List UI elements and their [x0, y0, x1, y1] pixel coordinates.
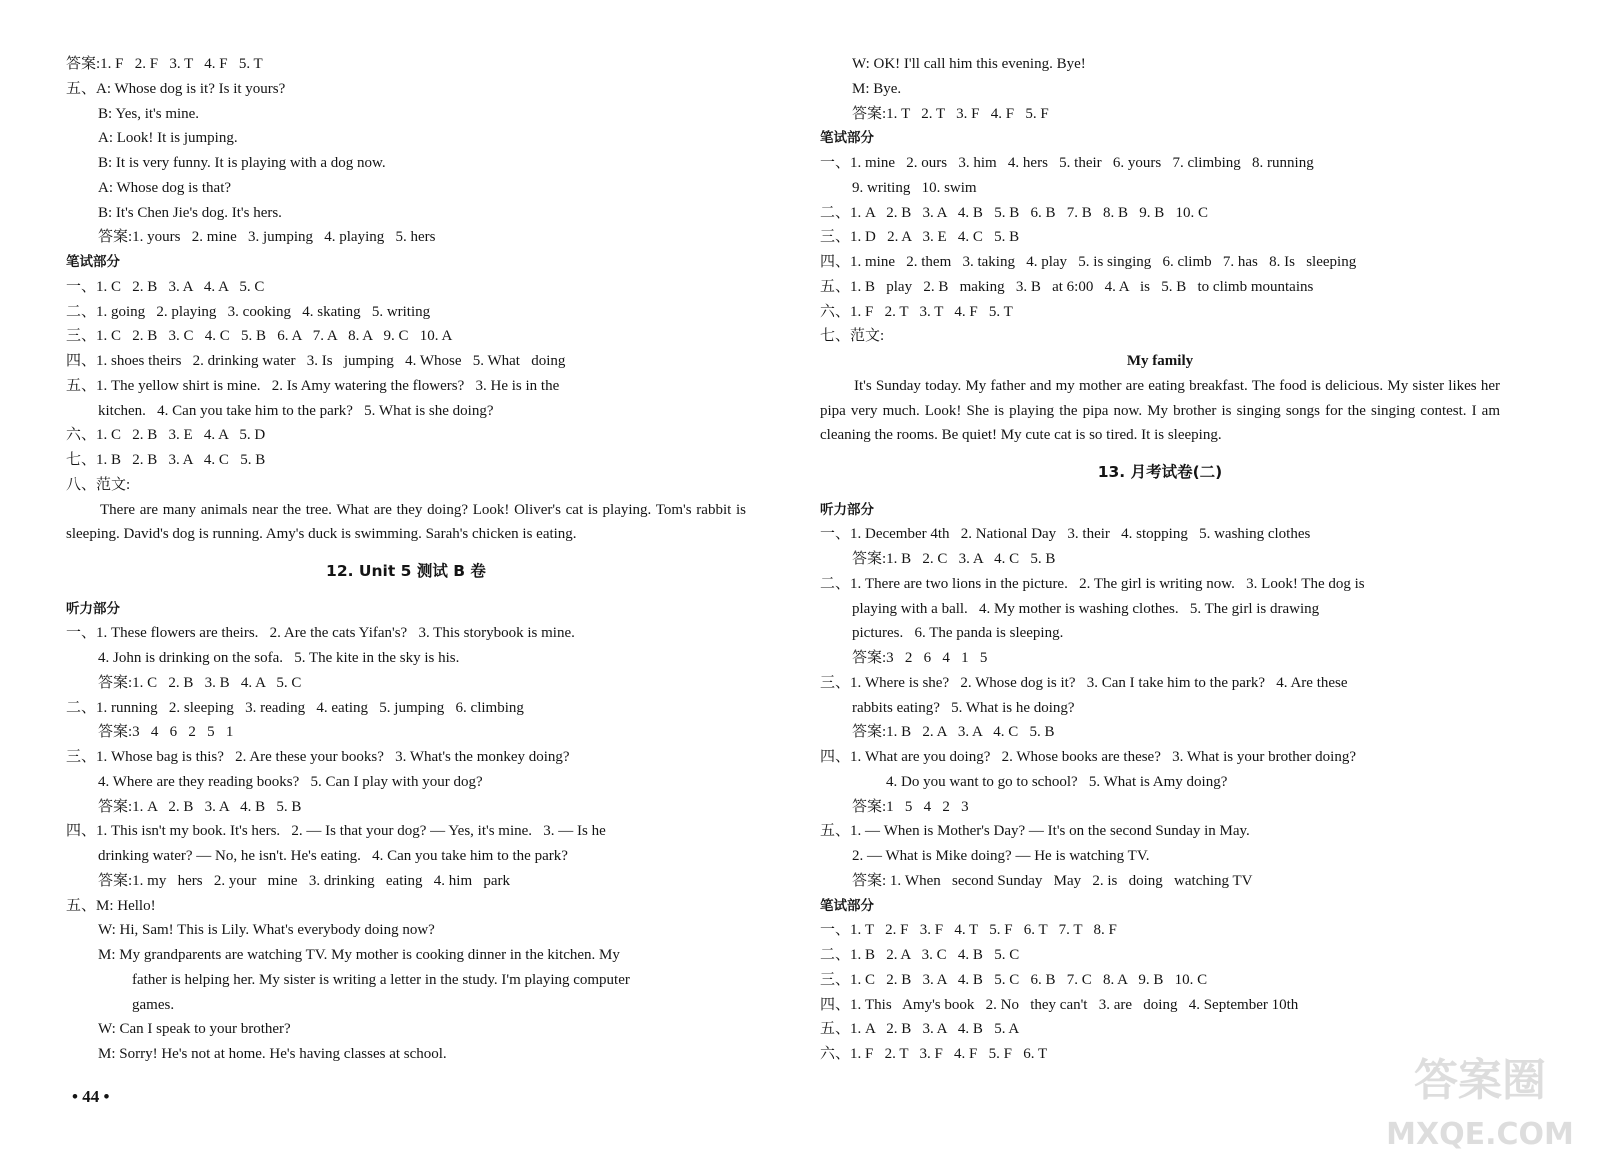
dialogue-line: 五、A: Whose dog is it? Is it yours?	[66, 80, 286, 97]
page-number: • 44 •	[72, 1087, 110, 1106]
answer-line: 五、1. The yellow shirt is mine. 2. Is Amy watering the flowers? 3. He is in the	[66, 377, 560, 394]
dialogue-line: A: Whose dog is that?	[98, 179, 232, 196]
answer-line: 二、1. A 2. B 3. A 4. B 5. B 6. B 7. B 8. B 9. B 10. C	[820, 204, 1208, 221]
answer-line: 八、范文:	[66, 476, 131, 493]
answer-line: 四、1. mine 2. them 3. taking 4. play 5. is singing 6. climb 7. has 8. Is sleeping	[820, 254, 1357, 270]
answer-line: 四、1. shoes theirs 2. drinking water 3. Is jumping 4. Whose 5. What doing	[66, 353, 566, 369]
section-heading-written: 笔试部分	[66, 254, 120, 270]
watermark-logo-text: 答案圈	[1414, 1055, 1546, 1106]
answer-line: 六、1. C 2. B 3. E 4. A 5. D	[66, 427, 266, 444]
answer-line: 四、1. What are you doing? 2. Whose books are these? 3. What is your brother doing?	[820, 749, 1356, 765]
answer-line: 答案: 1. When second Sunday May 2. is doing watching TV	[852, 872, 1253, 889]
answer-line: 二、1. going 2. playing 3. cooking 4. skating 5. writing	[66, 303, 431, 320]
dialogue-line: M: My grandparents are watching TV. My mother is cooking dinner in the kitchen. My	[98, 947, 620, 963]
answer-line: 三、1. C 2. B 3. A 4. B 5. C 6. B 7. C 8. A 9. B 10. C	[820, 971, 1208, 988]
answer-line: 三、1. D 2. A 3. E 4. C 5. B	[820, 229, 1020, 246]
section-title: 13. 月考试卷(二)	[1097, 463, 1223, 481]
answer-line: 四、1. This Amy's book 2. No they can't 3. are doing 4. September 10th	[820, 996, 1299, 1013]
dialogue-line: games.	[132, 996, 175, 1013]
essay-paragraph: It's Sunday today. My father and my mother are eating breakfast. The food is delicious. My sister likes her pipa very much. Look! She is playing the pipa now. My brother is singing songs for the singing contest. I am cleaning the rooms. Be quiet! My cute cat is so tired. It is sleeping.	[820, 377, 1500, 444]
dialogue-line: 五、M: Hello!	[66, 897, 156, 914]
section-heading-listening: 听力部分	[66, 600, 120, 617]
answer-line: 七、1. B 2. B 3. A 4. C 5. B	[66, 452, 266, 468]
answer-line: 六、1. F 2. T 3. T 4. F 5. T	[820, 303, 1013, 320]
answer-line: 一、1. T 2. F 3. F 4. T 5. F 6. T 7. T 8. F	[820, 922, 1117, 939]
answer-line: 五、1. A 2. B 3. A 4. B 5. A	[820, 1021, 1020, 1038]
answer-line: 三、1. C 2. B 3. C 4. C 5. B 6. A 7. A 8. A 9. C 10. A	[66, 328, 453, 345]
answer-line: 4. John is drinking on the sofa. 5. The kite in the sky is his.	[98, 650, 460, 666]
answer-line: 答案:3 4 6 2 5 1	[98, 724, 234, 741]
watermark-url-text: MXQE.COM	[1386, 1117, 1574, 1152]
answer-line: 答案:1. T 2. T 3. F 4. F 5. F	[852, 105, 1049, 122]
answer-line: 五、1. B play 2. B making 3. B at 6:00 4. A is 5. B to climb mountains	[820, 278, 1314, 295]
essay-title: My family	[1126, 353, 1194, 369]
section-heading-listening: 听力部分	[820, 501, 874, 518]
answer-line: 答案:1. yours 2. mine 3. jumping 4. playing 5. hers	[98, 229, 436, 246]
answer-line: 一、1. C 2. B 3. A 4. A 5. C	[66, 278, 265, 295]
answer-line: 答案:1. my hers 2. your mine 3. drinking eating 4. him park	[98, 872, 511, 889]
dialogue-line: W: OK! I'll call him this evening. Bye!	[852, 56, 1086, 72]
answer-line: 三、1. Whose bag is this? 2. Are these your books? 3. What's the monkey doing?	[66, 749, 570, 765]
left-column	[66, 52, 746, 1160]
answer-line: drinking water? — No, he isn't. He's eating. 4. Can you take him to the park?	[98, 848, 568, 864]
answer-line: 五、1. — When is Mother's Day? — It's on the second Sunday in May.	[820, 823, 1250, 840]
answer-line: 答案:1. C 2. B 3. B 4. A 5. C	[98, 674, 302, 691]
answer-line: 二、1. There are two lions in the picture. 2. The girl is writing now. 3. Look! The dog is	[820, 575, 1365, 592]
dialogue-line: W: Hi, Sam! This is Lily. What's everybody doing now?	[98, 922, 435, 939]
section-heading-written: 笔试部分	[820, 897, 874, 914]
answer-line: 六、1. F 2. T 3. F 4. F 5. F 6. T	[820, 1046, 1048, 1062]
dialogue-line: M: Bye.	[852, 80, 902, 97]
answer-line: 答案:1 5 4 2 3	[852, 798, 969, 815]
dialogue-line: father is helping her. My sister is writing a letter in the study. I'm playing computer	[132, 971, 630, 988]
answer-line: 2. — What is Mike doing? — He is watching TV.	[852, 848, 1150, 864]
dialogue-line: W: Can I speak to your brother?	[98, 1021, 291, 1038]
answer-line: 答案:1. F 2. F 3. T 4. F 5. T	[66, 56, 263, 72]
answer-line: 一、1. December 4th 2. National Day 3. their 4. stopping 5. washing clothes	[820, 526, 1311, 543]
dialogue-line: B: It is very funny. It is playing with a dog now.	[98, 155, 386, 171]
dialogue-line: B: Yes, it's mine.	[98, 105, 200, 122]
answer-line: playing with a ball. 4. My mother is washing clothes. 5. The girl is drawing	[852, 600, 1320, 617]
answer-line: kitchen. 4. Can you take him to the park? 5. What is she doing?	[98, 402, 494, 419]
answer-line: pictures. 6. The panda is sleeping.	[852, 625, 1064, 642]
answer-line: rabbits eating? 5. What is he doing?	[852, 699, 1075, 716]
answer-line: 4. Where are they reading books? 5. Can I play with your dog?	[98, 773, 483, 790]
answer-line: 四、1. This isn't my book. It's hers. 2. — Is that your dog? — Yes, it's mine. 3. — Is he	[66, 823, 606, 840]
answer-line: 一、1. These flowers are theirs. 2. Are the cats Yifan's? 3. This storybook is mine.	[66, 625, 575, 642]
answer-line: 二、1. B 2. A 3. C 4. B 5. C	[820, 947, 1020, 963]
watermark-logo	[1380, 1040, 1580, 1160]
answer-line: 三、1. Where is she? 2. Whose dog is it? 3. Can I take him to the park? 4. Are these	[820, 674, 1348, 691]
answer-line: 二、1. running 2. sleeping 3. reading 4. eating 5. jumping 6. climbing	[66, 699, 524, 716]
answer-line: 答案:3 2 6 4 1 5	[852, 650, 988, 666]
answer-line: 一、1. mine 2. ours 3. him 4. hers 5. their 6. yours 7. climbing 8. running	[820, 155, 1314, 171]
essay-paragraph: There are many animals near the tree. What are they doing? Look! Oliver's cat is playing. Tom's rabbit is sleeping. David's dog is running. Amy's duck is swimming. Sarah's chicken is eating.	[66, 501, 746, 543]
section-title: 12. Unit 5 测试 B 卷	[326, 562, 486, 580]
dialogue-line: B: It's Chen Jie's dog. It's hers.	[98, 204, 282, 221]
answer-line: 答案:1. A 2. B 3. A 4. B 5. B	[98, 798, 302, 815]
answer-line: 9. writing 10. swim	[852, 179, 977, 196]
answer-line: 七、范文:	[820, 328, 885, 345]
right-column	[820, 52, 1500, 1160]
answer-line: 4. Do you want to go to school? 5. What is Amy doing?	[886, 773, 1228, 790]
answer-line: 答案:1. B 2. C 3. A 4. C 5. B	[852, 551, 1056, 567]
dialogue-line: A: Look! It is jumping.	[98, 130, 238, 147]
dialogue-line: M: Sorry! He's not at home. He's having classes at school.	[98, 1046, 447, 1062]
answer-line: 答案:1. B 2. A 3. A 4. C 5. B	[852, 724, 1055, 741]
section-heading-written: 笔试部分	[820, 130, 874, 147]
